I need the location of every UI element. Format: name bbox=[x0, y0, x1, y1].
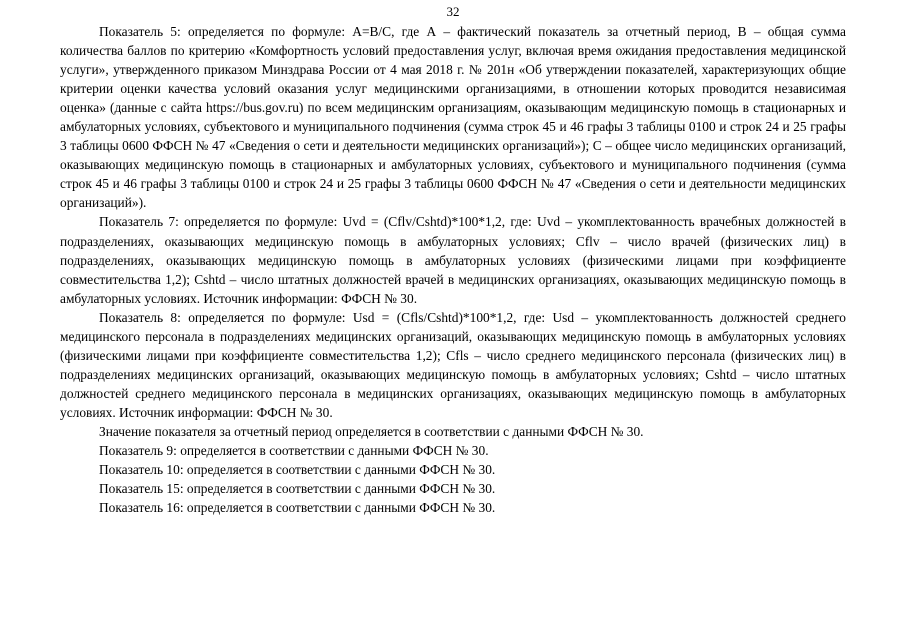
paragraph-indicator-5: Показатель 5: определяется по формуле: А=В/С, где А – фактический показатель за отчетный период, В – общая сумма количества баллов по критерию «Комфортность условий предоставления услуг, включая время ожидания предоставления медицинской услуги», утвержденного приказом Минздрава России от 4 мая 2018 г. № 201н «Об утверждении показателей, характеризующих общие критерии оценки качества условий оказания услуг медицинскими организациями, в отношении которых проводится независимая оценка» (данные с сайта https://bus.gov.ru) по всем медицинским организациям, оказывающим медицинскую помощь в стационарных и амбулаторных условиях, субъектового и муниципального подчинения (сумма строк 45 и 46 графы 3 таблицы 0100 и строк 24 и 25 графы 3 таблицы 0600 ФФСН № 47 «Сведения о сети и деятельности медицинских организаций»); С – общее число медицинских организаций, оказывающих медицинскую помощь в стационарных и амбулаторных условиях, субъектового и муниципального подчинения (сумма строк 45 и 46 графы 3 таблицы 0100 и строк 24 и 25 графы 3 таблицы 0600 ФФСН № 47 «Сведения о сети и деятельности медицинских организаций»). bbox=[60, 24, 846, 211]
paragraph-indicator-10: Показатель 10: определяется в соответствии с данными ФФСН № 30. bbox=[99, 462, 496, 478]
paragraph-indicator-15: Показатель 15: определяется в соответствии с данными ФФСН № 30. bbox=[99, 481, 496, 497]
paragraph-indicator-9: Показатель 9: определяется в соответствии с данными ФФСН № 30. bbox=[99, 443, 489, 459]
paragraph-indicator-7: Показатель 7: определяется по формуле: Uvd = (Cflv/Cshtd)*100*1,2, где: Uvd – укомплектованность врачебных должностей в подразделениях, оказывающих медицинскую помощь в амбулаторных условиях; Cflv – число врачей (физических лиц) в подразделениях, оказывающих медицинскую помощь в амбулаторных условиях (физическими лицами при коэффициенте совместительства 1,2); Cshtd – число штатных должностей врачей в медицинских организациях, оказывающих медицинскую помощь в амбулаторных условиях. Источник информации: ФФСН № 30. bbox=[60, 214, 846, 306]
page-number: 32 bbox=[446, 4, 460, 19]
paragraph-indicator-16: Показатель 16: определяется в соответствии с данными ФФСН № 30. bbox=[99, 500, 496, 516]
document-page bbox=[60, 0, 846, 517]
paragraph-indicator-8: Показатель 8: определяется по формуле: Usd = (Cfls/Cshtd)*100*1,2, где: Usd – укомплектованность должностей среднего медицинского персонала в подразделениях медицинских организаций, оказывающих медицинскую помощь в амбулаторных условиях (физическими лицами при коэффициенте совместительства 1,2); Cfls – число среднего медицинского персонала (физических лиц) в подразделениях медицинских организаций, оказывающих медицинскую помощь в амбулаторных условиях; Cshtd – число штатных должностей среднего медицинского персонала в медицинских организациях, оказывающих медицинскую помощь в амбулаторных условиях. Источник информации: ФФСН № 30. bbox=[60, 309, 846, 420]
paragraph-reporting-value: Значение показателя за отчетный период определяется в соответствии с данными ФФСН № 30. bbox=[99, 423, 644, 439]
